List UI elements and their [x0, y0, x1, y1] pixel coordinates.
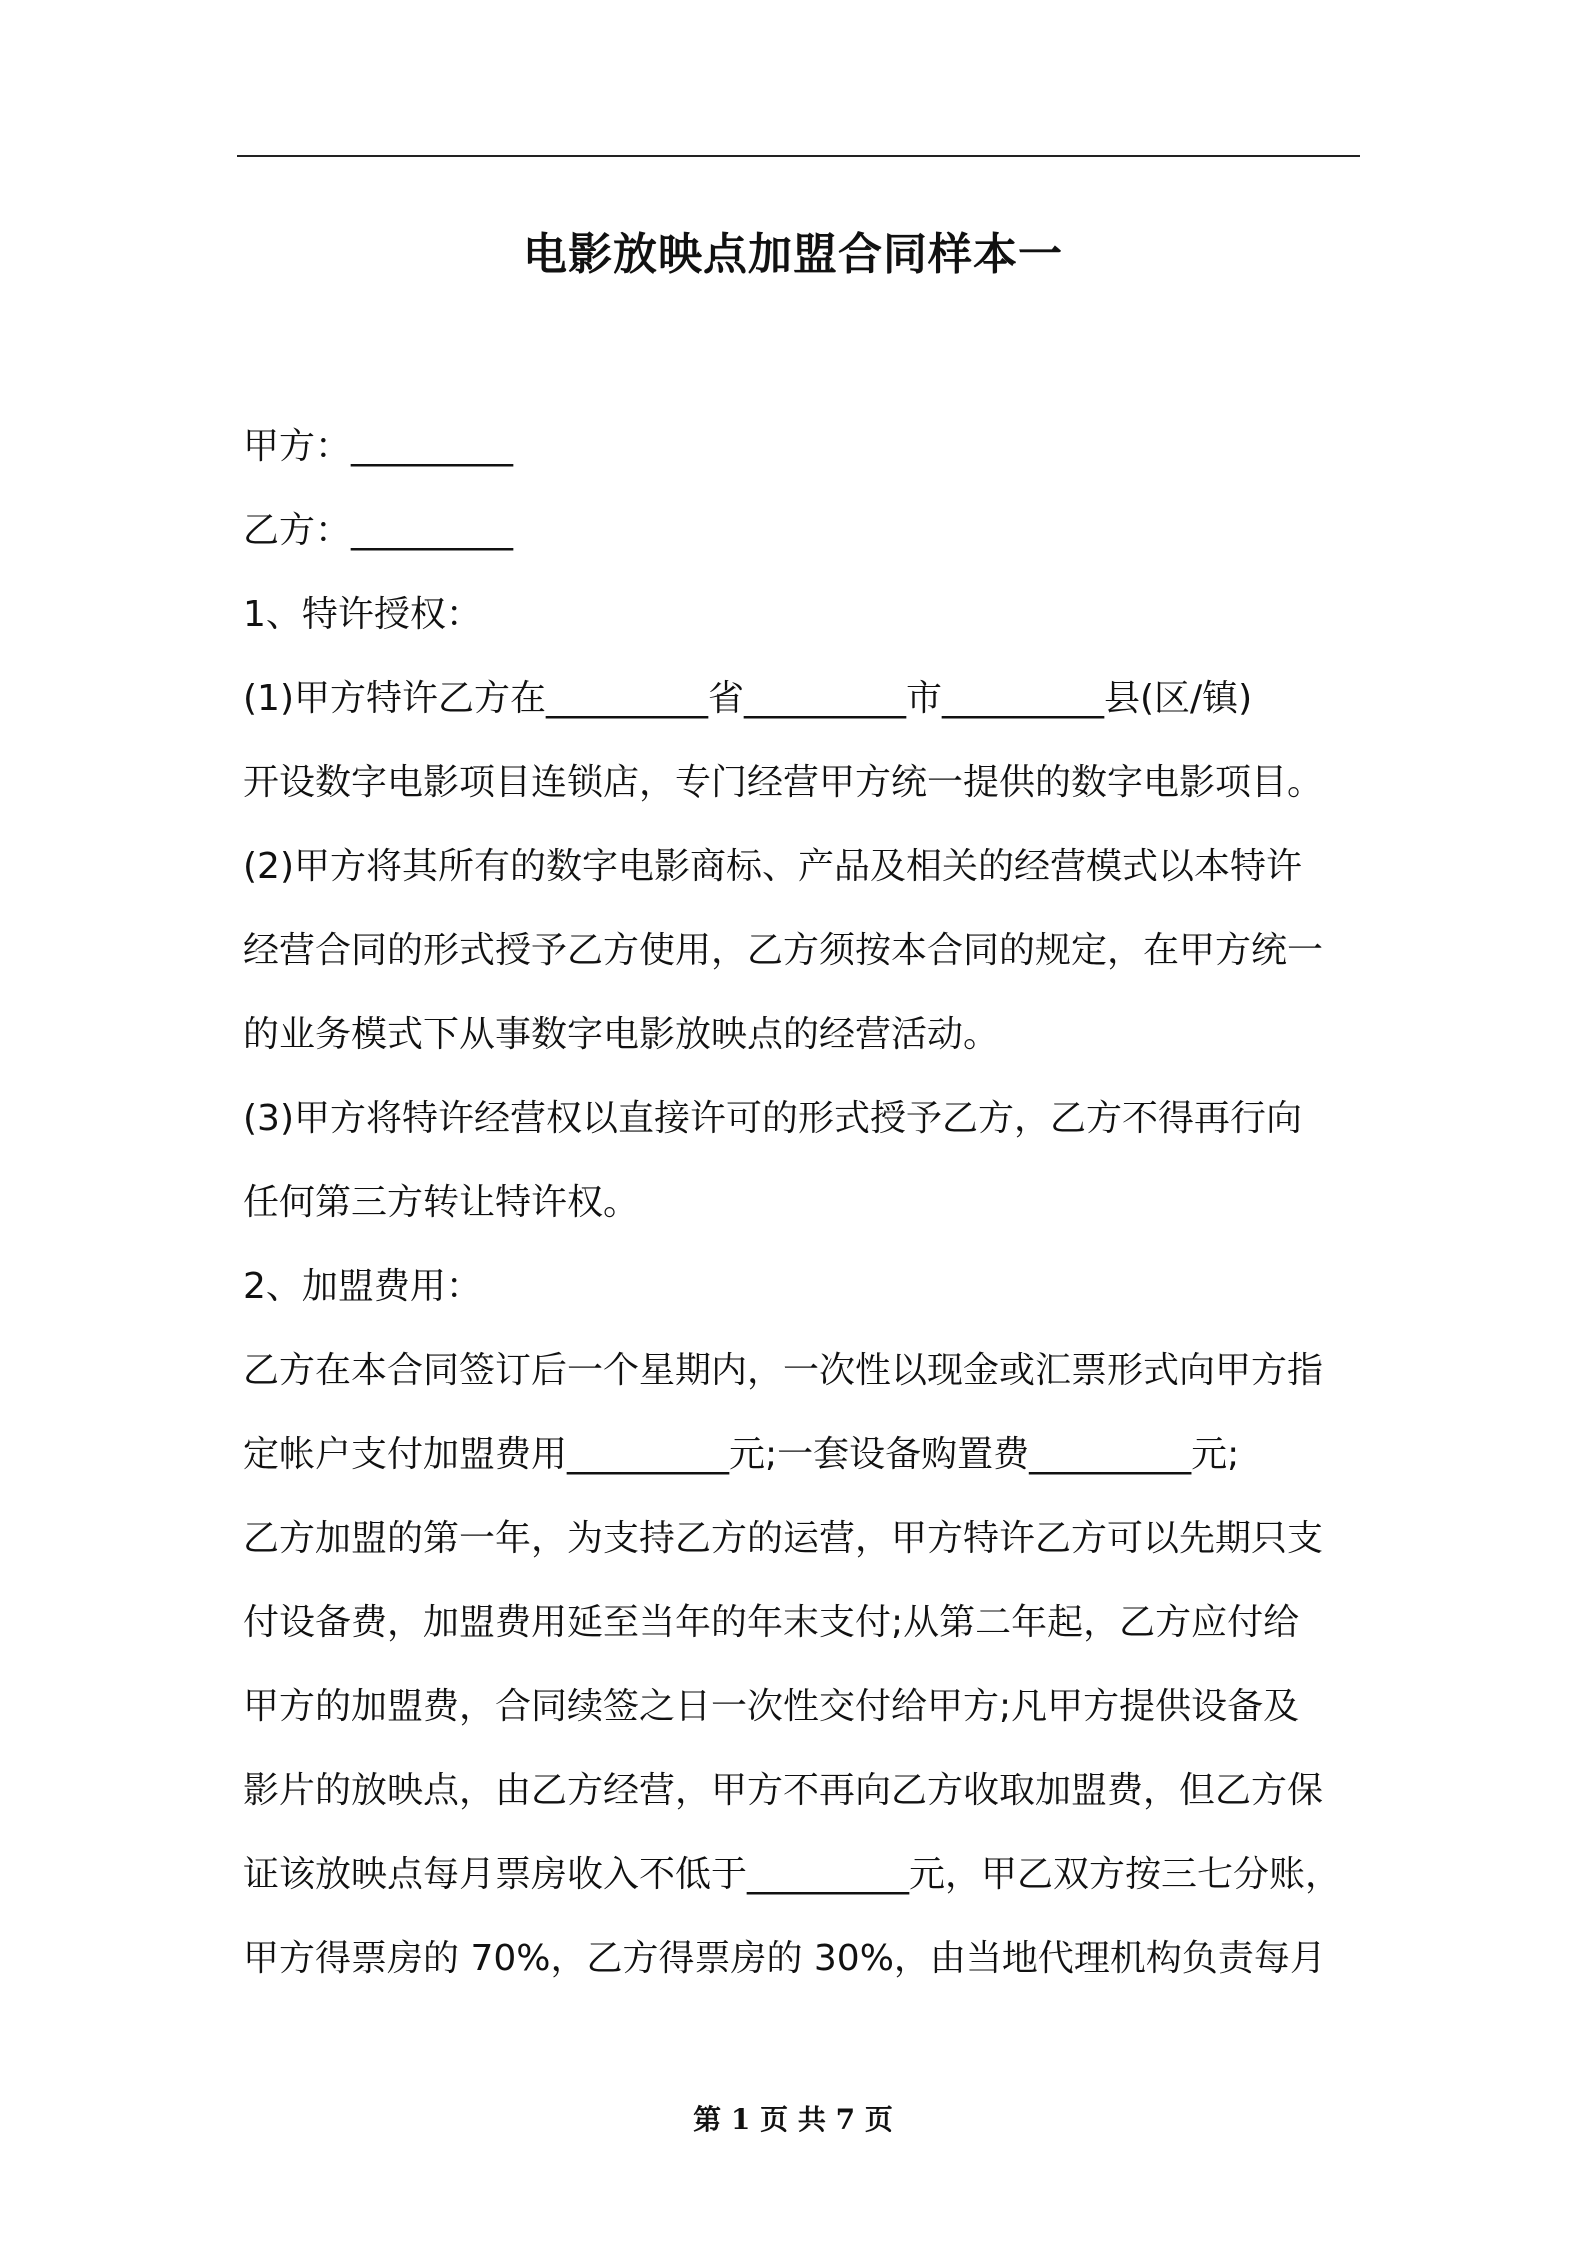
paragraph-line: 影片的放映点，由乙方经营，甲方不再向乙方收取加盟费，但乙方保 [243, 1770, 1324, 1811]
party-a-line: 甲方：_________ [243, 426, 514, 467]
section-heading-2: 2、加盟费用： [243, 1266, 482, 1307]
paragraph-line: 甲方得票房的 70%，乙方得票房的 30%，由当地代理机构负责每月 [243, 1938, 1326, 1979]
paragraph-line: (2)甲方将其所有的数字电影商标、产品及相关的经营模式以本特许 [243, 846, 1302, 887]
paragraph-line: 任何第三方转让特许权。 [243, 1182, 640, 1223]
document-body [243, 405, 1360, 2001]
section-heading-1: 1、特许授权： [243, 594, 482, 635]
paragraph-line: 证该放映点每月票房收入不低于_________元，甲乙双方按三七分账， [243, 1854, 1342, 1895]
paragraph-line: (1)甲方特许乙方在_________省_________市_________县(区/镇) [243, 678, 1253, 719]
paragraph-line: 乙方加盟的第一年，为支持乙方的运营，甲方特许乙方可以先期只支 [243, 1518, 1324, 1559]
page-number-footer: 第 1 页 共 7 页 [693, 2103, 893, 2136]
party-b-line: 乙方：_________ [243, 510, 514, 551]
header-rule [237, 155, 1360, 157]
paragraph-line: 的业务模式下从事数字电影放映点的经营活动。 [243, 1014, 1000, 1055]
paragraph-line: 乙方在本合同签订后一个星期内，一次性以现金或汇票形式向甲方指 [243, 1350, 1324, 1391]
paragraph-line: 付设备费，加盟费用延至当年的年末支付;从第二年起，乙方应付给 [243, 1602, 1300, 1643]
paragraph-line: 经营合同的形式授予乙方使用，乙方须按本合同的规定，在甲方统一 [243, 930, 1324, 971]
paragraph-line: (3)甲方将特许经营权以直接许可的形式授予乙方，乙方不得再行向 [243, 1098, 1302, 1139]
paragraph-line: 开设数字电影项目连锁店，专门经营甲方统一提供的数字电影项目。 [243, 762, 1324, 803]
paragraph-line: 甲方的加盟费，合同续签之日一次性交付给甲方;凡甲方提供设备及 [243, 1686, 1300, 1727]
paragraph-line: 定帐户支付加盟费用_________元;一套设备购置费_________元; [243, 1434, 1240, 1475]
document-title: 电影放映点加盟合同样本一 [523, 229, 1063, 280]
